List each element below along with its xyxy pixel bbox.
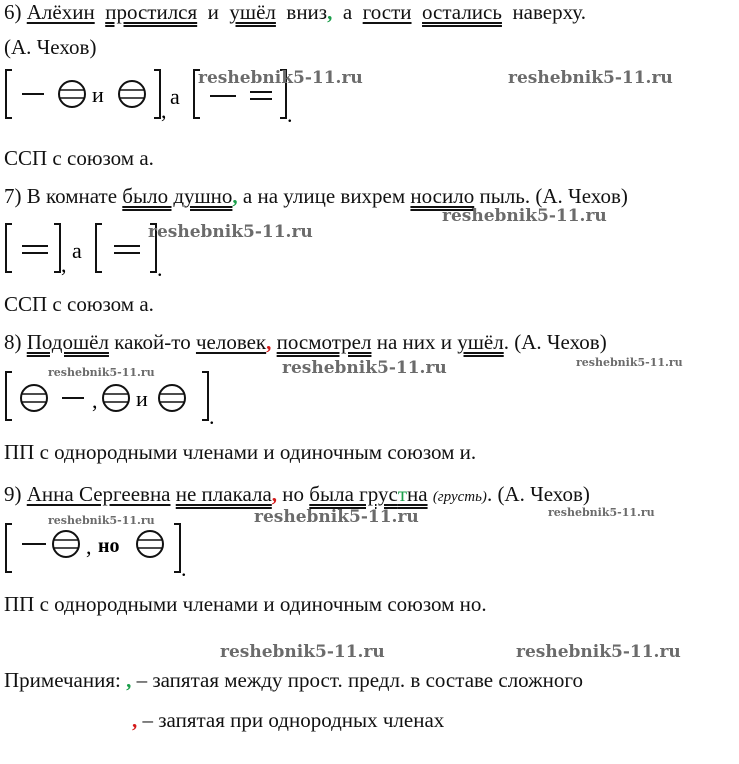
result-7: ССП с союзом а. <box>4 292 154 316</box>
predicate-word: остались <box>422 0 502 24</box>
scheme-conjunction: а <box>170 84 180 109</box>
watermark: reshebnik5-11.ru <box>548 506 655 519</box>
word: вниз <box>286 0 328 24</box>
result-8: ПП с однородными членами и одиночным союзом и. <box>4 440 477 464</box>
text: какой-то <box>114 330 191 354</box>
notes-label: Примечания: <box>4 668 121 692</box>
text: пыль. (А. Чехов) <box>479 184 628 208</box>
scheme-comma: , <box>61 252 67 277</box>
subject-word: Алёхин <box>26 0 95 24</box>
text: на них и <box>376 330 452 354</box>
notes-green-text: – запятая между прост. предл. в составе сложного <box>136 668 583 692</box>
word: наверху. <box>512 0 586 24</box>
scheme-conjunction: и <box>92 82 104 107</box>
sentence-8 <box>4 330 607 354</box>
watermark: reshebnik5-11.ru <box>48 366 155 379</box>
scheme-comma: , <box>92 388 98 413</box>
red-comma: , <box>266 330 272 354</box>
text: В комнате <box>26 184 118 208</box>
text: . (А. Чехов) <box>503 330 607 354</box>
conjunction: и <box>207 0 219 24</box>
scheme-period: . <box>287 102 293 127</box>
scheme-comma: , <box>161 98 167 123</box>
predicate-word: носило <box>410 184 475 208</box>
author-line: (А. Чехов) <box>4 35 97 59</box>
predicate-word: не плакала <box>175 482 272 506</box>
word-part: была грус <box>309 482 398 506</box>
watermark: reshebnik5-11.ru <box>220 642 385 662</box>
watermark: reshebnik5-11.ru <box>516 642 681 662</box>
predicate-word: Подошёл <box>26 330 109 354</box>
predicate-word: ушёл <box>229 0 276 24</box>
subject-word: человек <box>195 330 267 354</box>
notes-line-1 <box>4 668 583 692</box>
watermark: reshebnik5-11.ru <box>254 507 419 527</box>
scheme-9 <box>4 520 204 580</box>
sentence-6 <box>4 0 586 24</box>
predicate-word: было душно <box>122 184 233 208</box>
sentence-number: 8) <box>4 330 22 354</box>
predicate-word: посмотрел <box>276 330 372 354</box>
red-comma: , <box>132 708 138 732</box>
green-comma: , <box>327 0 333 24</box>
sentence-7 <box>4 184 628 208</box>
sentence-9 <box>4 482 590 509</box>
watermark: reshebnik5-11.ru <box>508 68 673 88</box>
text: . (А. Чехов) <box>486 482 590 506</box>
scheme-conjunction: но <box>98 535 120 557</box>
predicate-word: простился <box>105 0 198 24</box>
scheme-conjunction: а <box>72 238 82 263</box>
scheme-period: . <box>209 404 215 429</box>
word-part: на <box>407 482 428 506</box>
notes-red-text: – запятая при однородных членах <box>142 708 445 732</box>
predicate-word <box>309 482 427 506</box>
watermark: reshebnik5-11.ru <box>576 356 683 369</box>
etymology-note: (грусть) <box>432 489 487 505</box>
watermark: reshebnik5-11.ru <box>442 206 607 226</box>
text: а на улице вихрем <box>242 184 406 208</box>
scheme-period: . <box>181 556 187 581</box>
conjunction: но <box>282 482 305 506</box>
sentence-number: 7) <box>4 184 22 208</box>
green-comma: , <box>232 184 238 208</box>
conjunction: а <box>342 0 353 24</box>
scheme-comma: , <box>86 534 92 559</box>
predicate-word: ушёл <box>457 330 504 354</box>
scheme-period: . <box>157 256 163 281</box>
subject-word: гости <box>362 0 412 24</box>
scheme-conjunction: и <box>136 386 148 411</box>
sentence-number: 9) <box>4 482 22 506</box>
notes-line-2 <box>132 708 444 732</box>
result-9: ПП с однородными членами и одиночным союзом но. <box>4 592 487 616</box>
watermark: reshebnik5-11.ru <box>48 514 155 527</box>
watermark: reshebnik5-11.ru <box>282 358 447 378</box>
sentence-number: 6) <box>4 0 22 24</box>
watermark: reshebnik5-11.ru <box>198 68 363 88</box>
result-6: ССП с союзом а. <box>4 146 154 170</box>
highlighted-letter: т <box>397 482 407 506</box>
subject-word: Анна Сергеевна <box>26 482 171 506</box>
green-comma: , <box>126 668 132 692</box>
watermark: reshebnik5-11.ru <box>148 222 313 242</box>
red-comma: , <box>271 482 278 506</box>
